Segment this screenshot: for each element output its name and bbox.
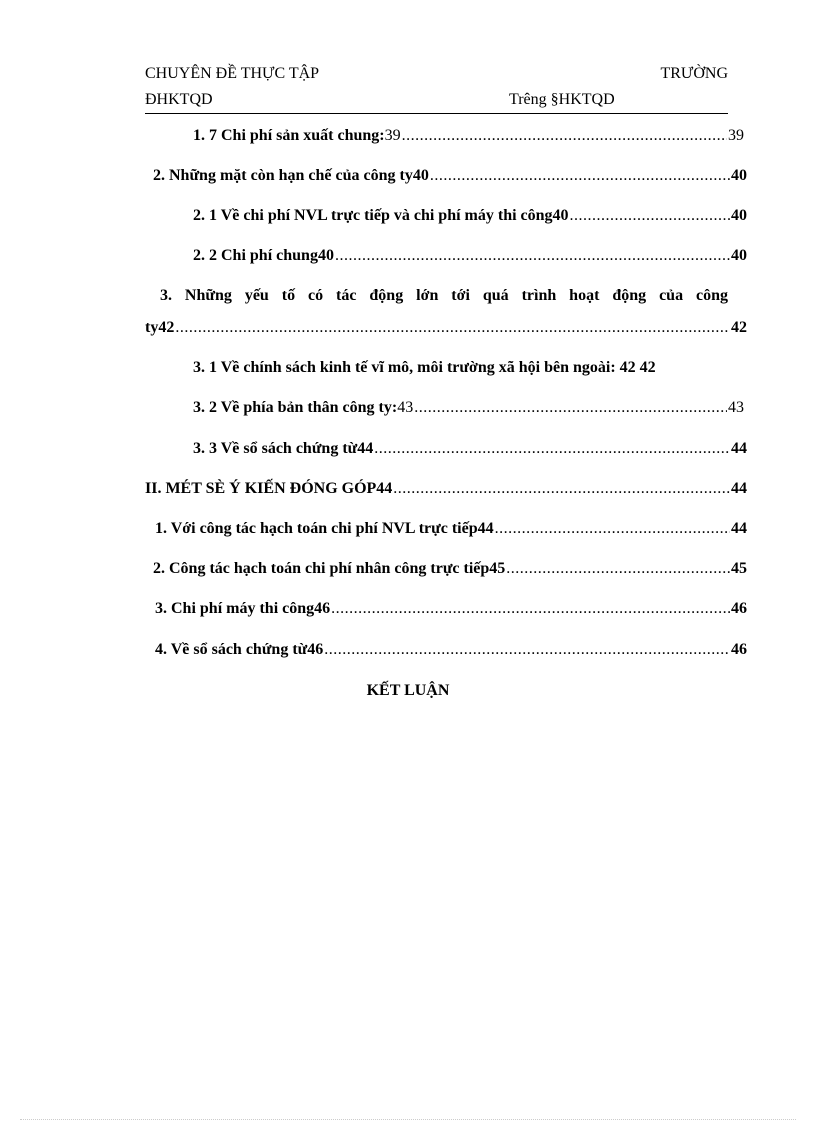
dot-leader (430, 167, 730, 185)
toc-entry-text: 3. 1 Về chính sách kinh tế vĩ mô, môi trường xã hội bên ngoài: 42 (193, 359, 636, 376)
header-abbrev: ĐHKTQD (145, 91, 213, 108)
dot-leader (402, 127, 727, 145)
dot-leader (414, 399, 727, 417)
toc-entry[interactable] (153, 560, 747, 582)
dot-leader (331, 600, 730, 618)
toc-page-number: 40 (731, 207, 747, 224)
toc-entry[interactable] (193, 127, 744, 149)
toc-page-number: 45 (731, 560, 747, 577)
toc-entry-text: 3. Chi phí máy thi công46 (155, 600, 331, 617)
toc-entry-text: 3. 3 Về sổ sách chứng từ44 (193, 440, 374, 457)
toc-page-number: 44 (731, 440, 747, 457)
dot-leader (393, 480, 730, 498)
header-school: TRƯỜNG (660, 65, 728, 82)
toc-entry[interactable] (193, 440, 747, 462)
dot-leader (495, 520, 730, 538)
dot-leader (335, 247, 730, 265)
toc-entry-text: 2. Công tác hạch toán chi phí nhân công trực tiếp45 (153, 560, 506, 577)
dot-leader (374, 440, 730, 458)
toc-entry-text: 2. Những mặt còn hạn chế của công ty40 (153, 167, 429, 184)
toc-entry[interactable] (153, 167, 747, 189)
toc-entry-text: ty42 (145, 319, 175, 336)
toc-page-number: 46 (731, 600, 747, 617)
toc-page-number: 46 (731, 641, 747, 658)
toc-entry-text: 4. Về sổ sách chứng từ46 (155, 641, 324, 658)
header-title: CHUYÊN ĐỀ THỰC TẬP (145, 65, 320, 82)
toc-entry-wrapped-line1[interactable]: 3. Những yếu tố có tác động lớn tới quá trình hoạt động của công (160, 287, 728, 304)
header-school-abbrev: Trêng §HKTQD (509, 91, 615, 108)
toc-entry[interactable] (155, 600, 747, 622)
toc-page-number: 43 (728, 399, 744, 416)
toc-page-number: 42 (639, 359, 656, 376)
toc-entry[interactable] (193, 207, 747, 229)
toc-page-number: 40 (731, 247, 747, 264)
dot-leader (570, 207, 730, 225)
toc-entry-text: 3. 2 Về phía bản thân công ty: (193, 399, 398, 416)
toc-entry-inline-page: 39 (384, 127, 401, 144)
dot-leader (324, 641, 730, 659)
toc-entry[interactable] (193, 247, 747, 269)
toc-entry[interactable] (193, 359, 747, 381)
toc-entry[interactable] (155, 641, 747, 663)
toc-entry[interactable] (145, 480, 747, 502)
toc-page-number: 44 (731, 520, 747, 537)
toc-entry-text: 2. 1 Về chi phí NVL trực tiếp và chi phí máy thi công40 (193, 207, 569, 224)
toc-page-number: 40 (731, 167, 747, 184)
running-header-line1 (145, 65, 728, 87)
toc-entry[interactable] (145, 319, 747, 341)
toc-entry-text: 2. 2 Chi phí chung40 (193, 247, 334, 264)
dot-leader (175, 319, 730, 337)
dot-leader (506, 560, 730, 578)
toc-page-number: 44 (731, 480, 747, 497)
toc-entry-text: II. MÉT SÈ Ý KIẾN ĐÓNG GÓP44 (145, 480, 393, 497)
toc-page-number: 42 (731, 319, 747, 336)
toc-page-number: 39 (728, 127, 744, 144)
toc-entry[interactable] (155, 520, 747, 542)
toc-entry-inline-page: 43 (397, 399, 414, 416)
toc-entry-text: 1. 7 Chi phí sản xuất chung: (193, 127, 385, 144)
running-header-line2 (145, 91, 728, 114)
toc-entry-text: 1. Với công tác hạch toán chi phí NVL trực tiếp44 (155, 520, 494, 537)
conclusion-heading[interactable]: KẾT LUẬN (366, 682, 450, 699)
toc-entry[interactable] (193, 399, 744, 421)
page-bottom-divider (20, 1119, 796, 1120)
